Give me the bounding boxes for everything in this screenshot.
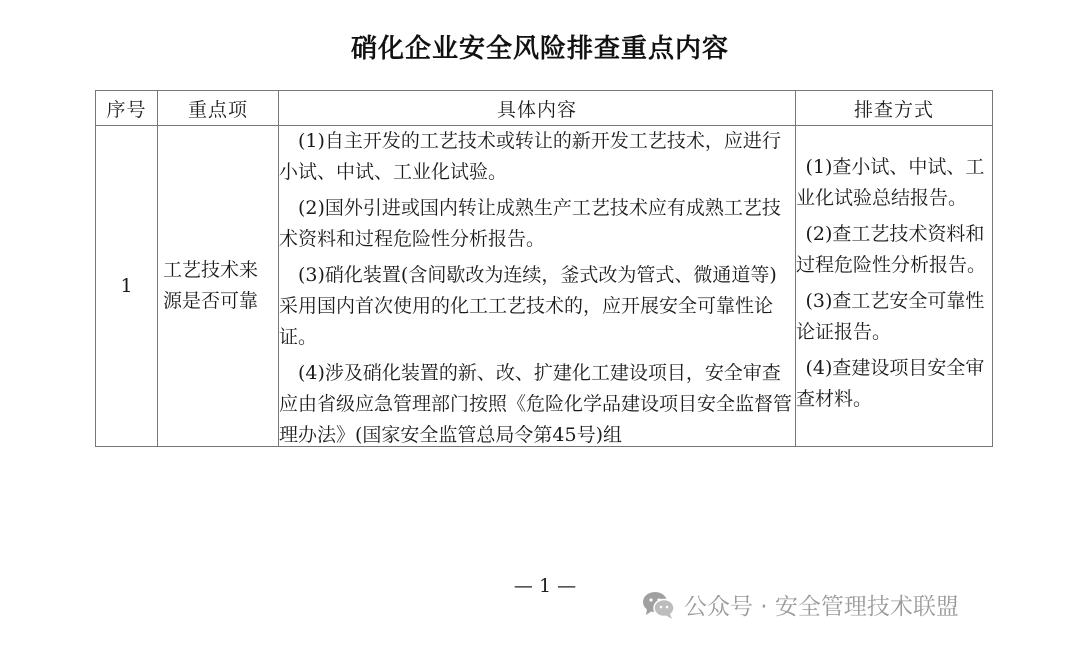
header-method: 排查方式 — [796, 91, 993, 126]
table-row — [96, 126, 993, 447]
risk-table — [95, 90, 993, 447]
method-item-4: (4)查建设项目安全审查材料。 — [796, 357, 985, 410]
header-contents: 具体内容 — [279, 91, 796, 126]
row-key-item-cell — [158, 126, 279, 447]
method-item-1: (1)查小试、中试、工业化试验总结报告。 — [796, 156, 985, 209]
row-method-cell — [796, 126, 993, 447]
watermark — [642, 588, 959, 621]
content-item-1: (1)自主开发的工艺技术或转让的新开发工艺技术，应进行小试、中试、工业化试验。 — [279, 130, 781, 183]
row-index: 1 — [96, 126, 158, 447]
method-item-3: (3)查工艺安全可靠性论证报告。 — [796, 290, 985, 343]
wechat-icon — [642, 590, 676, 620]
row-contents-cell — [279, 126, 796, 447]
page-number: — 1 — — [513, 575, 577, 597]
content-item-4: (4)涉及硝化装置的新、改、扩建化工建设项目，安全审查应由省级应急管理部门按照《危险化学品建设项目安全监督管理办法》(国家安全监管总局令第45号)组 — [279, 362, 793, 446]
content-item-3: (3)硝化装置(含间歇改为连续，釜式改为管式、微通道等)采用国内首次使用的化工工艺技术的，应开展安全可靠性论证。 — [279, 264, 777, 348]
header-key-item: 重点项 — [158, 91, 279, 126]
watermark-text: 公众号 · 安全管理技术联盟 — [684, 594, 959, 620]
content-item-2: (2)国外引进或国内转让成熟生产工艺技术应有成熟工艺技术资料和过程危险性分析报告。 — [279, 197, 781, 250]
method-item-2: (2)查工艺技术资料和过程危险性分析报告。 — [796, 223, 987, 276]
document-title: 硝化企业安全风险排查重点内容 — [350, 34, 729, 64]
table-header-row — [96, 91, 993, 126]
row-key-item: 工艺技术来源是否可靠 — [163, 259, 259, 312]
header-index: 序号 — [96, 91, 158, 126]
